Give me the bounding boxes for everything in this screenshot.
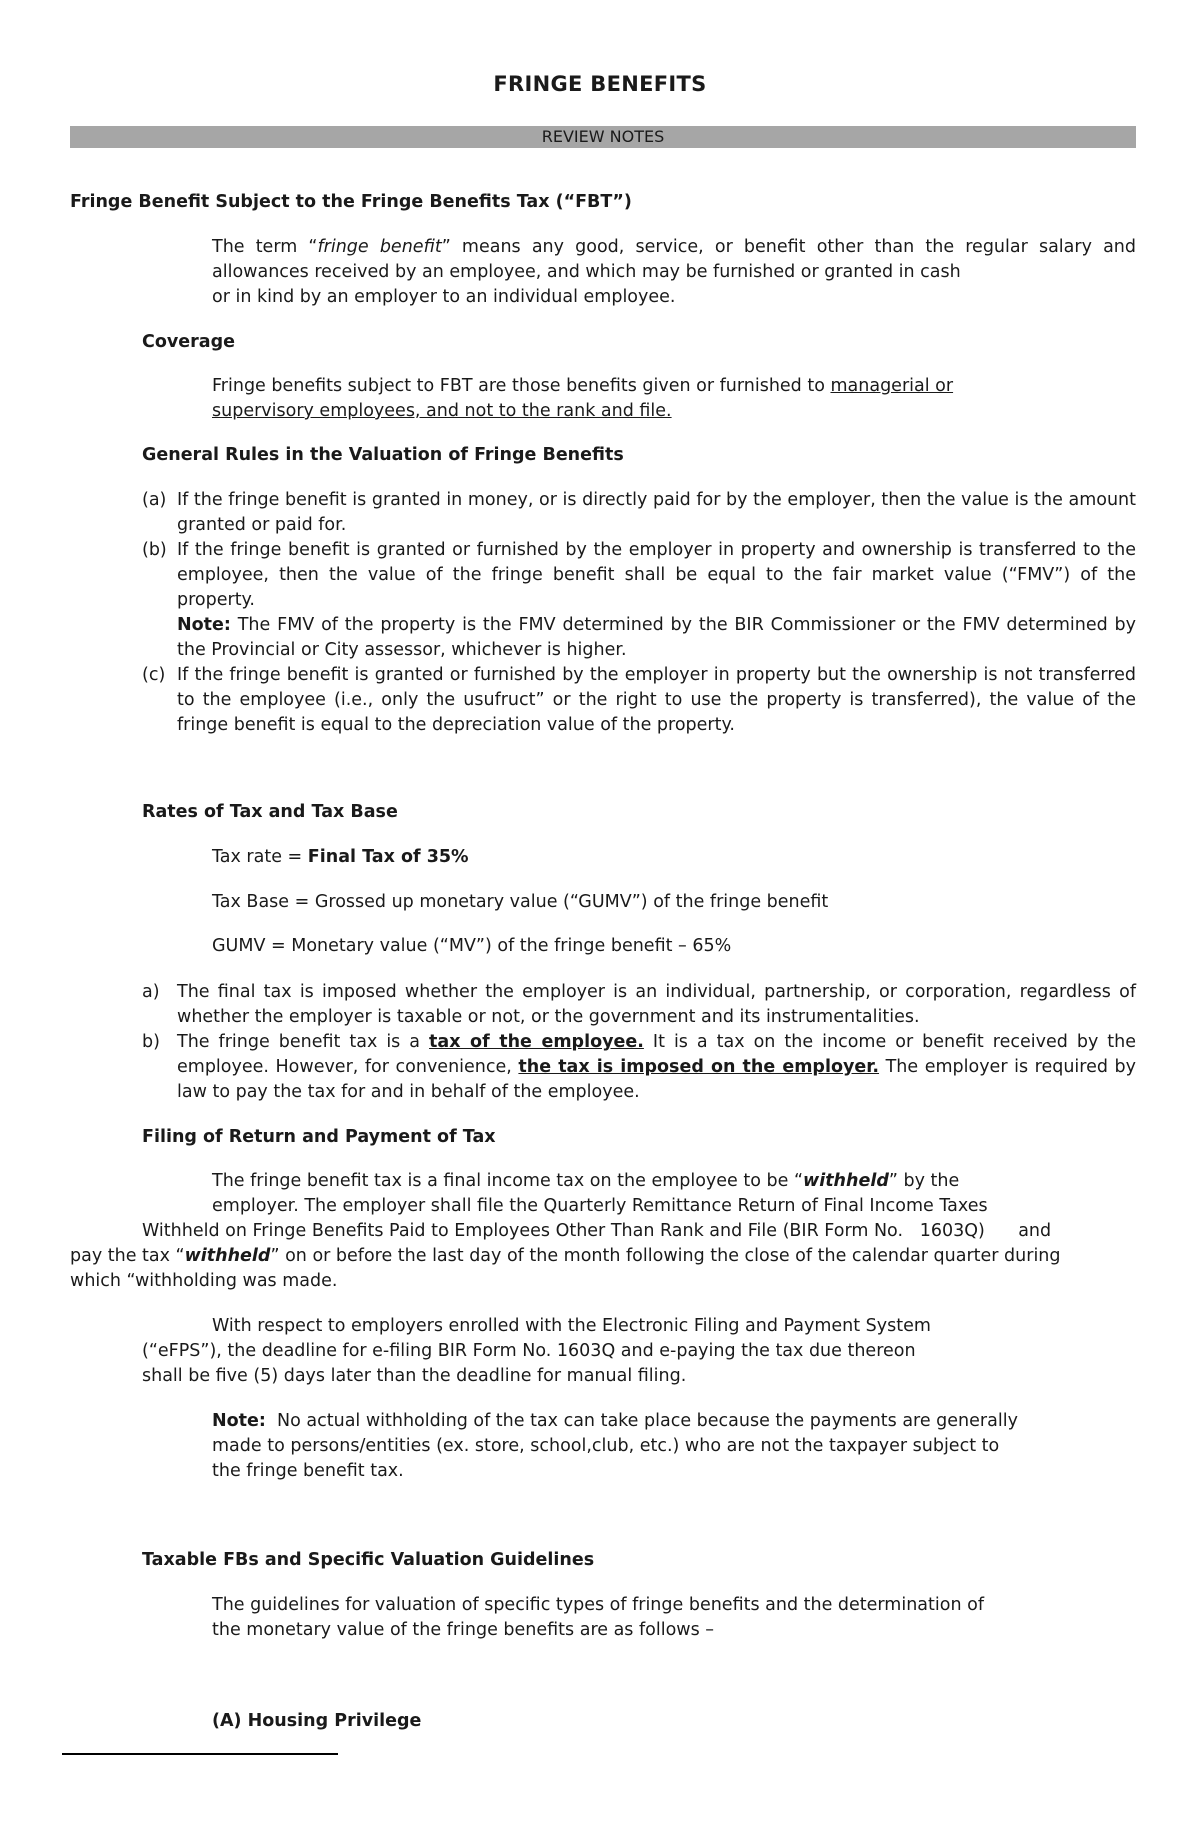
efps-line-2: (“eFPS”), the deadline for e-filing BIR Form No. 1603Q and e-paying the tax due thereon [142,1341,916,1361]
list-item-a: If the fringe benefit is granted in money, or is directly paid for by the employer, then the value is the amount granted or paid for. [177,490,1136,535]
filing-line-5: which “withholding was made. [70,1271,338,1291]
tax-rate-label: Tax rate = [212,847,308,867]
note-text: The FMV of the property is the FMV determined by the BIR Commissioner or the FMV determined by the Provincial or City assessor, whichever is higher. [177,615,1136,660]
filing-note-line-2: made to persons/entities (ex. store, school,club, etc.) who are not the taxpayer subject to [212,1436,1000,1456]
rates-heading: Rates of Tax and Tax Base [142,802,398,822]
filing-text-1a: The fringe benefit tax is a final income tax on the employee to be “ [212,1171,804,1191]
coverage-text: Fringe benefits subject to FBT are those benefits given or furnished to [212,376,831,396]
filing-withheld-2: withheld [184,1246,271,1266]
filing-note-text-1: No actual withholding of the tax can take place because the payments are generally [265,1411,1018,1431]
page-title: FRINGE BENEFITS [493,72,707,96]
rates-item-a: The final tax is imposed whether the employer is an individual, partnership, or corporation, regardless of whether the employer is taxable or not, or the government and its instrumentalities. [177,982,1136,1027]
gumv-line: GUMV = Monetary value (“MV”) of the fringe benefit – 65% [212,936,732,956]
list-item-b: If the fringe benefit is granted or furnished by the employer in property and ownership is transferred to the employee, then the value of the fringe benefit shall be equal to the fair market value (“FMV”) of the property. [177,540,1136,610]
rates-b-text-2: It is a tax on the income or benefit received by the employee. However, for convenience, [177,1032,1137,1077]
footnote-separator [62,1753,338,1755]
taxable-line-1: The guidelines for valuation of specific types of fringe benefits and the determination of [212,1595,984,1615]
note-fmv [177,613,1136,663]
rates-b-text-3: The employer is required by law to pay the tax for and in behalf of the employee. [177,1057,1136,1102]
coverage-underlined-text: managerial or supervisory employees, and not to the rank and file. [212,376,954,421]
definition-text-a: The term “ [212,237,318,257]
filing-text-1c: ” by the [888,1171,960,1191]
taxable-line-2: the monetary value of the fringe benefits are as follows – [212,1620,715,1640]
filing-note-line-3: the fringe benefit tax. [212,1461,404,1481]
rates-item-b [177,1030,1136,1105]
review-notes-banner: REVIEW NOTES [70,126,1136,148]
rates-label-a: a) [142,982,160,1002]
coverage-heading: Coverage [142,332,235,352]
filing-note-line-1 [212,1409,1018,1434]
taxable-heading: Taxable FBs and Specific Valuation Guidelines [142,1550,595,1570]
filing-line-2: employer. The employer shall file the Quarterly Remittance Return of Final Income Taxes [212,1196,988,1216]
efps-line-1: With respect to employers enrolled with the Electronic Filing and Payment System [212,1316,931,1336]
filing-heading: Filing of Return and Payment of Tax [142,1127,496,1147]
definition-text-c: or in kind by an employer to an individual employee. [212,287,676,307]
definition-paragraph [212,235,1136,285]
coverage-paragraph [212,374,1012,424]
note-label: Note: [177,615,231,635]
filing-withheld-1: withheld [803,1171,889,1191]
efps-line-3: shall be five (5) days later than the deadline for manual filing. [142,1366,687,1386]
rates-label-b: b) [142,1032,160,1052]
section-heading-fbt: Fringe Benefit Subject to the Fringe Benefits Tax (“FBT”) [70,192,632,212]
list-label-a: (a) [142,490,167,510]
filing-line-3: Withheld on Fringe Benefits Paid to Employees Other Than Rank and File (BIR Form No. 1603Q) and [142,1221,1052,1241]
definition-term: fringe benefit [317,237,442,257]
filing-line-4 [70,1244,1061,1269]
rates-b-emphasis-2: the tax is imposed on the employer. [518,1057,880,1077]
list-label-c: (c) [142,665,166,685]
tax-rate-value: Final Tax of 35% [307,847,469,867]
definition-text-b: ” means any good, service, or benefit other than the regular salary and allowances received by an employee, and which may be furnished or granted in cash [212,237,1136,282]
filing-text-4a: pay the tax “ [70,1246,185,1266]
list-item-c: If the fringe benefit is granted or furnished by the employer in property but the ownership is not transferred to the employee (i.e., only the usufruct” or the right to use the property is transferred), the value of the fringe benefit is equal to the depreciation value of the property. [177,665,1136,735]
tax-base-line: Tax Base = Grossed up monetary value (“GUMV”) of the fringe benefit [212,892,829,912]
filing-text-4c: ” on or before the last day of the month following the close of the calendar quarter during [270,1246,1061,1266]
list-label-b: (b) [142,540,167,560]
general-rules-heading: General Rules in the Valuation of Fringe Benefits [142,445,624,465]
housing-heading: (A) Housing Privilege [212,1711,422,1731]
rates-b-text-1: The fringe benefit tax is a [177,1032,430,1052]
rates-b-emphasis-1: tax of the employee. [429,1032,644,1052]
tax-rate-line [212,845,469,870]
filing-line-1 [212,1169,959,1194]
filing-note-label: Note: [212,1411,266,1431]
